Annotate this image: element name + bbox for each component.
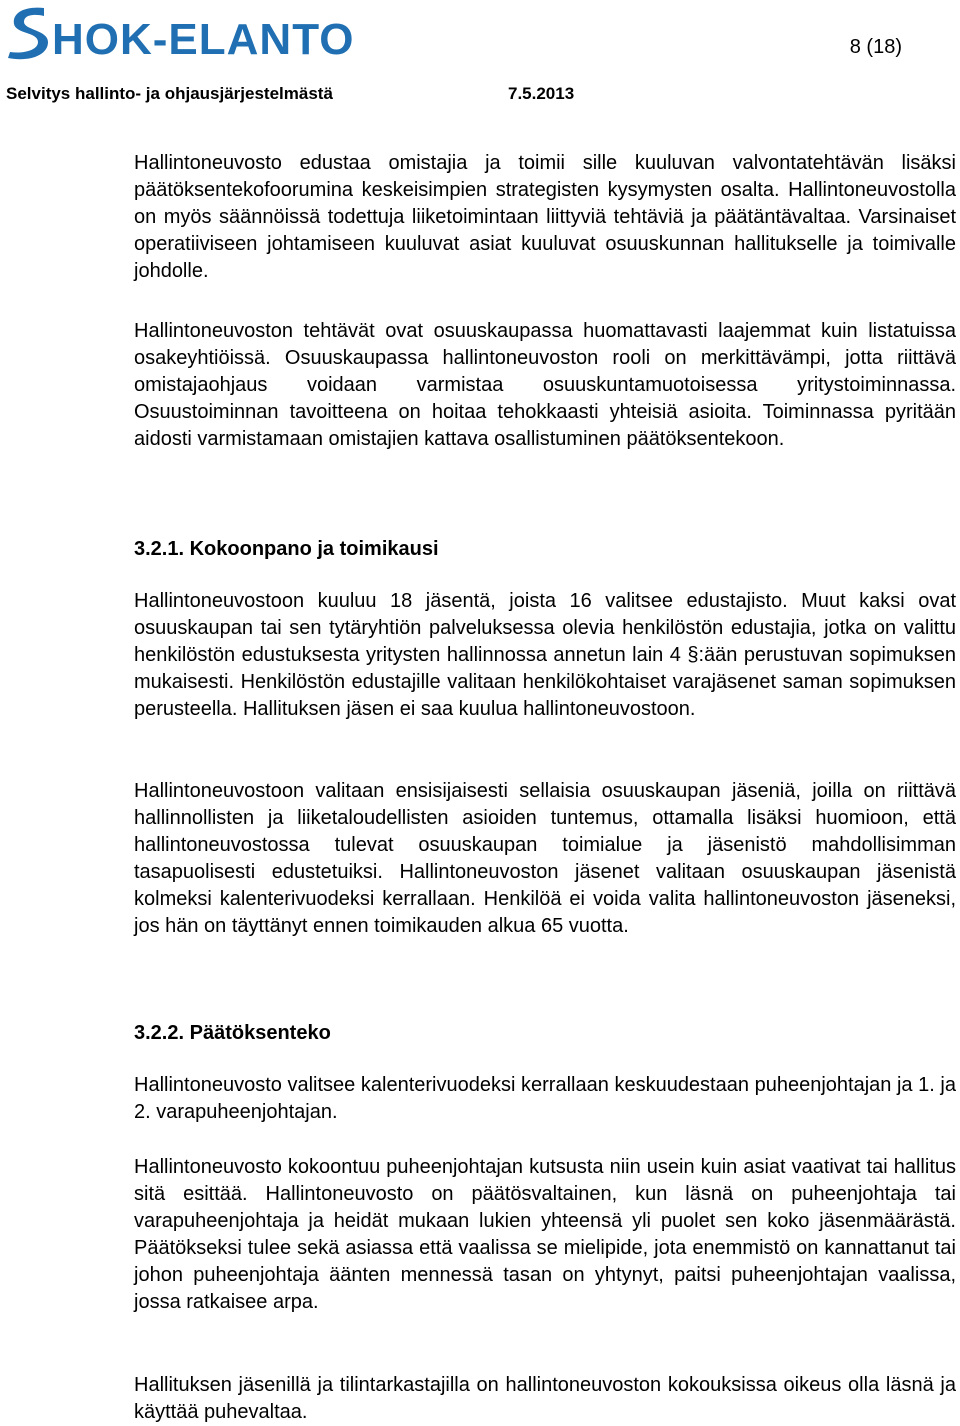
logo-wordmark: HOK-ELANTO xyxy=(52,15,355,64)
paragraph: Hallintoneuvoston tehtävät ovat osuuskaupassa huomattavasti laajemmat kuin listatuissa osakeyhtiöissä. Osuuskaupassa hallintoneuvoston rooli on merkittävämpi, jotta riittävä omistajaohjaus voidaan varmistaa osuuskuntamuotoisessa yritystoiminnassa. Osuustoiminnan tavoitteena on hoitaa tehokkaasti yhteisiä asioita. Toiminnassa pyritään aidosti varmistamaan omistajien kattava osallistuminen päätöksentekoon. xyxy=(134,320,956,450)
paragraph-7-block xyxy=(134,1372,956,1426)
section-heading-3-2-2 xyxy=(134,1022,331,1045)
paragraph-6-block xyxy=(134,1154,956,1316)
section-heading-3-2-1 xyxy=(134,538,439,561)
section-title: Kokoonpano ja toimikausi xyxy=(189,538,439,560)
paragraph: Hallintoneuvostoon kuuluu 18 jäsentä, joista 16 valitsee edustajisto. Muut kaksi ovat osuuskaupan tai sen tytäryhtiön palveluksessa olevia henkilöstön edustajia, jotka on valittu henkilöstön edustuksesta yritysten hallinnossa annetun lain 4 §:ään perustuvan sopimuksen mukaisesti. Henkilöstön edustajille valitaan henkilökohtaiset varajäsenet saman sopimuksen perusteella. Hallituksen jäsen ei saa kuulua hallintoneuvostoon. xyxy=(134,590,956,720)
document-title: Selvitys hallinto- ja ohjausjärjestelmästä xyxy=(6,84,333,103)
page-number: 8 (18) xyxy=(849,36,902,58)
paragraph: Hallintoneuvosto edustaa omistajia ja toimii sille kuuluvan valvontatehtävän lisäksi päätöksentekofoorumina keskeisimpien strategisten kysymysten osalta. Hallintoneuvostolla on myös säännöissä todettuja liiketoimintaan liittyviä tehtäviä ja päätäntävaltaa. Varsinaiset operatiiviseen johtamiseen kuuluvat asiat kuuluvat osuuskunnan hallitukselle ja toimivalle johdolle. xyxy=(134,152,956,282)
document-date: 7.5.2013 xyxy=(508,84,575,103)
paragraph: Hallituksen jäsenillä ja tilintarkastajilla on hallintoneuvoston kokouksissa oikeus olla läsnä ja käyttää puhevaltaa. xyxy=(134,1374,956,1423)
section-number: 3.2.2. xyxy=(134,1022,185,1044)
paragraph-1-block xyxy=(134,150,956,285)
paragraph: Hallintoneuvostoon valitaan ensisijaisesti sellaisia osuuskaupan jäseniä, joilla on riittävä hallinnollisten ja liiketaloudellisten asioiden tuntemus, ottamalla lisäksi huomioon, että hallintoneuvostossa tulevat osuuskaupan toimialue ja jäsenistö mahdollisimman tasapuolisesti edustetuiksi. Hallintoneuvoston jäsenet valitaan osuuskaupan jäsenistä kolmeksi kalenterivuodeksi kerrallaan. Henkilöä ei voida valita hallintoneuvoston jäseneksi, jos hän on täyttänyt ennen toimikauden alkua 65 vuotta. xyxy=(134,780,956,937)
paragraph-4-block xyxy=(134,778,956,940)
paragraph: Hallintoneuvosto kokoontuu puheenjohtajan kutsusta niin usein kuin asiat vaativat tai hallitus sitä esittää. Hallintoneuvosto on päätösvaltainen, kun läsnä on puheenjohtaja tai varapuheenjohtaja ja heidät mukaan lukien yhteensä yli puolet sen koko jäsenmäärästä. Päätökseksi tulee sekä asiassa että vaalissa se mielipide, jota enemmistö on kannattanut tai johon puheenjohtaja äänten mennessä tasan on yhtynyt, paitsi puheenjohtajan vaalissa, jossa ratkaisee arpa. xyxy=(134,1156,956,1313)
section-number: 3.2.1. xyxy=(134,538,185,560)
hok-elanto-logo xyxy=(4,2,355,64)
paragraph-3-block xyxy=(134,588,956,723)
section-title: Päätöksenteko xyxy=(189,1022,331,1044)
paragraph-2-block xyxy=(134,318,956,453)
paragraph-5-block xyxy=(134,1072,956,1126)
paragraph: Hallintoneuvosto valitsee kalenterivuodeksi kerrallaan keskuudestaan puheenjohtajan ja 1. ja 2. varapuheenjohtajan. xyxy=(134,1074,956,1123)
